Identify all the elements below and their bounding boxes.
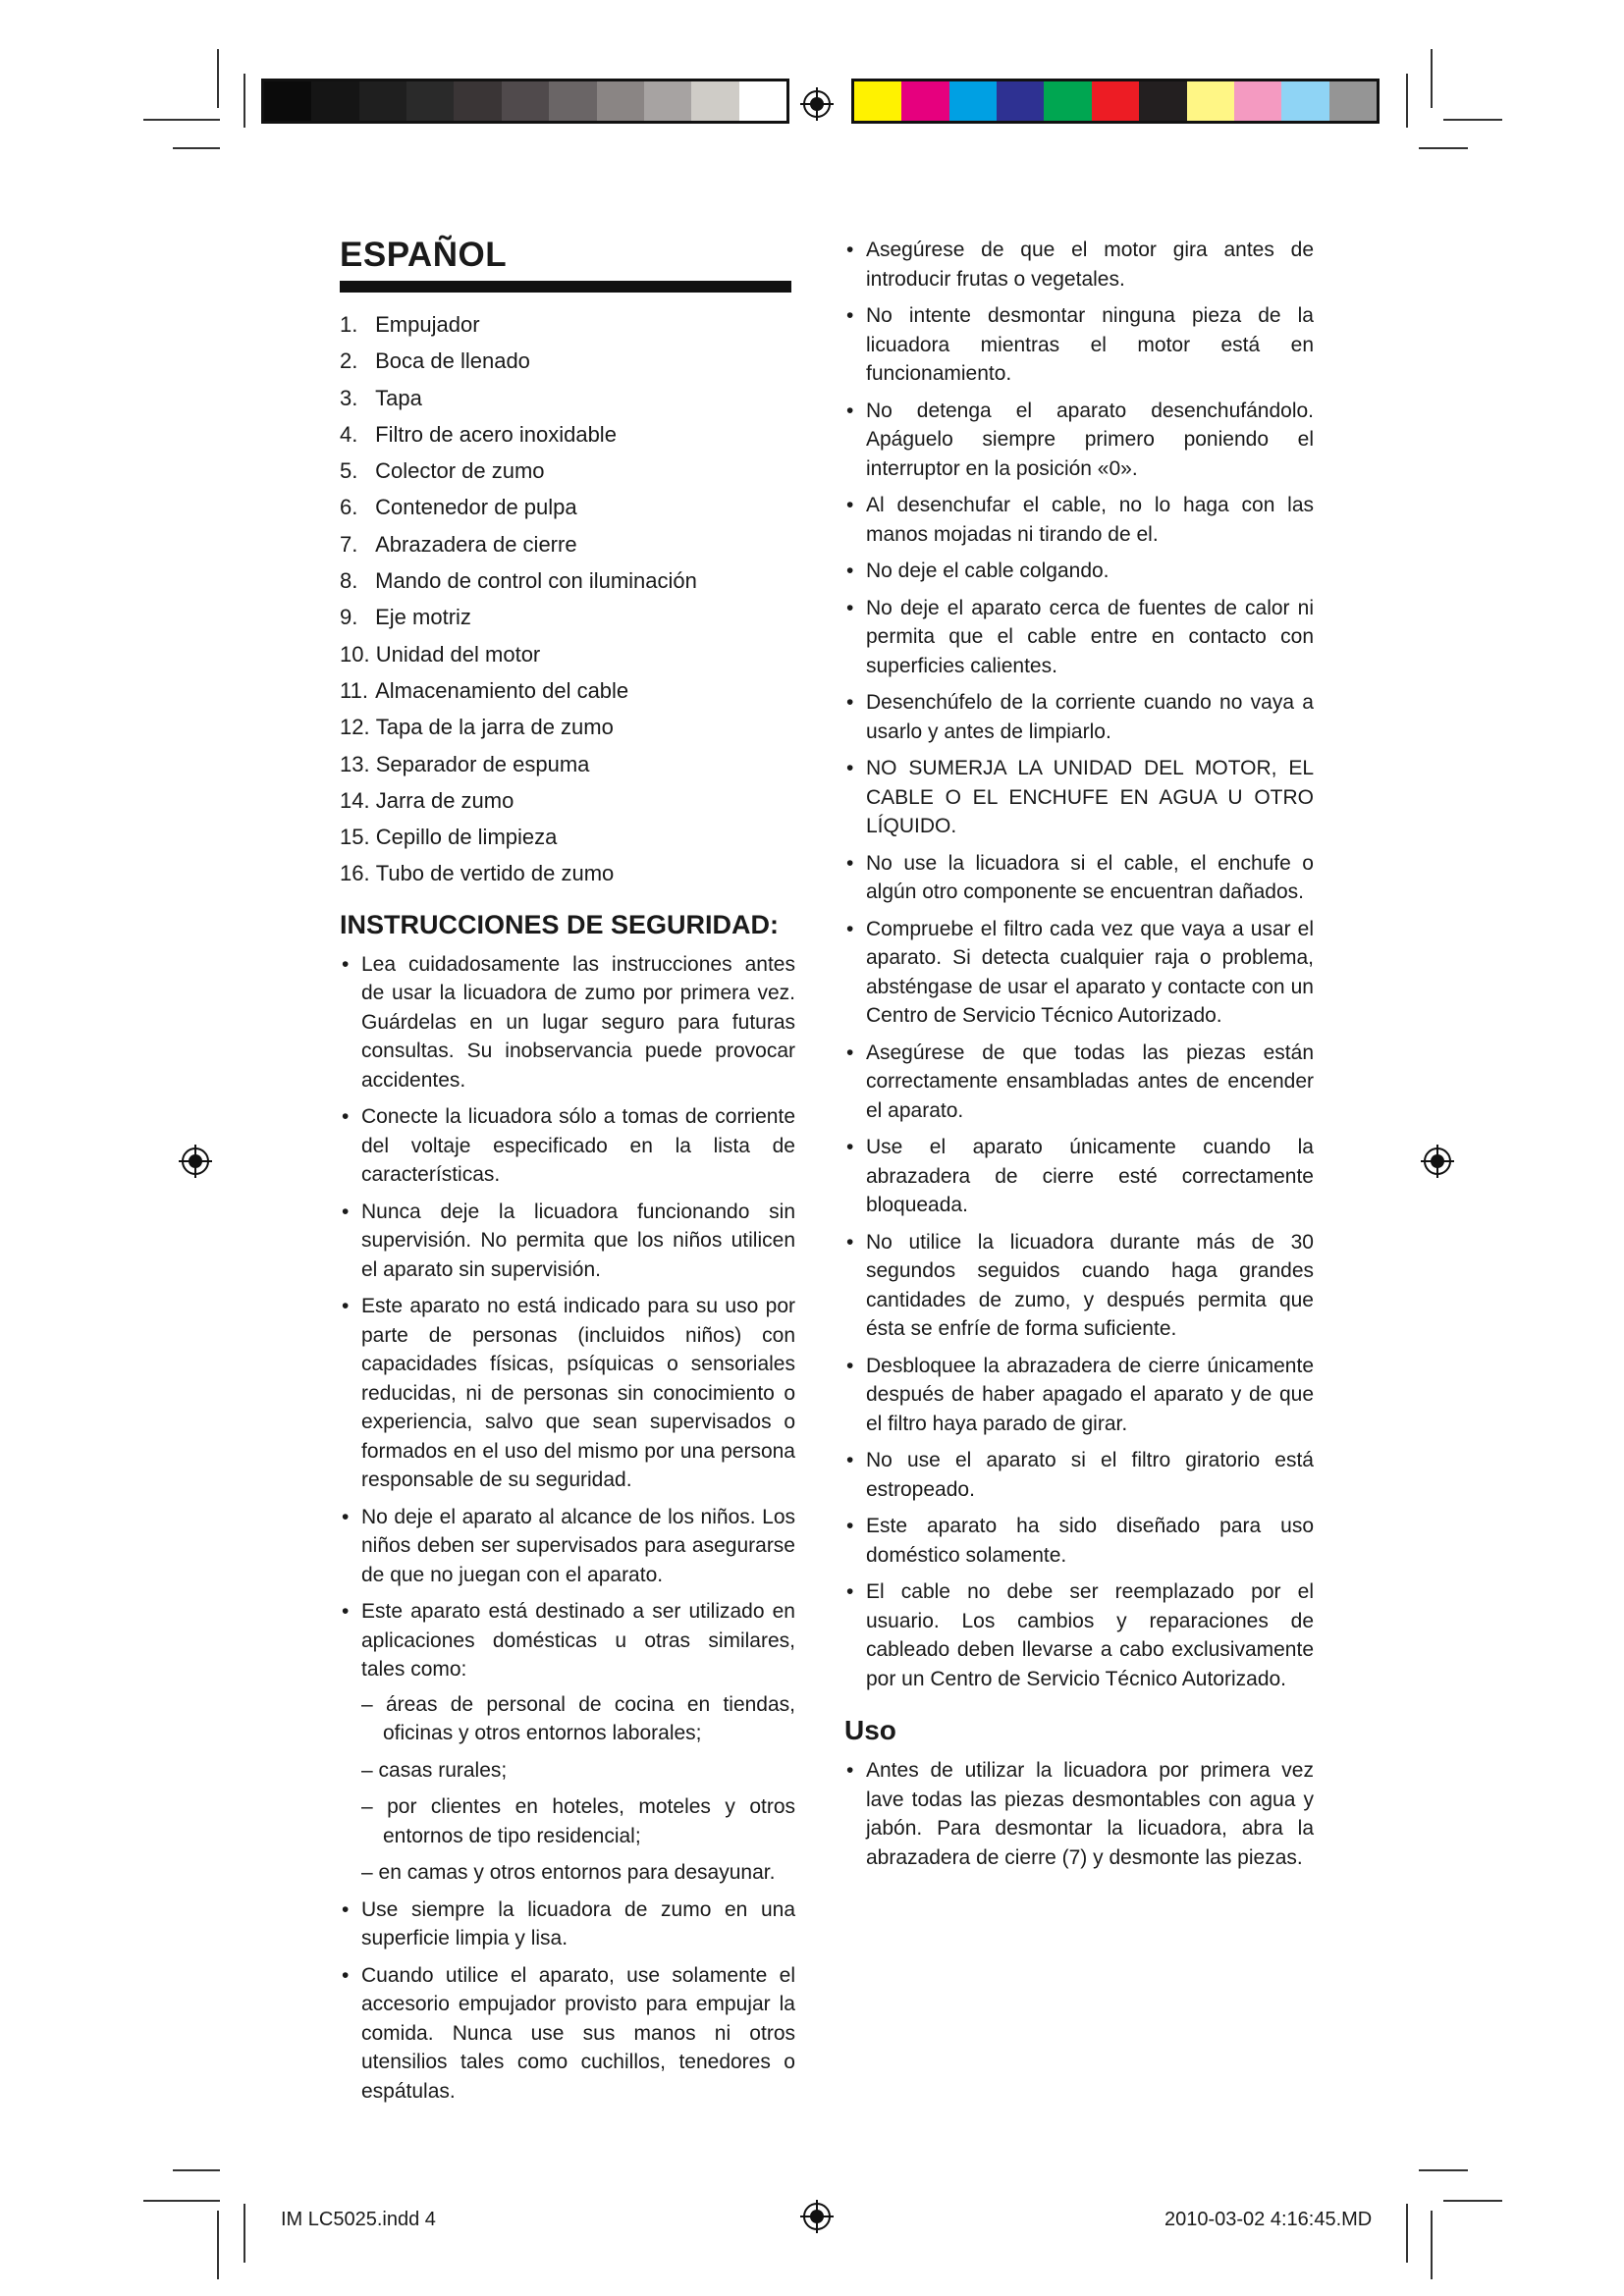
list-item: • Desenchúfelo de la corriente cuando no vaya a usarlo y antes de limpiarlo. xyxy=(844,688,1314,746)
color-swatch xyxy=(739,81,786,121)
part-item xyxy=(340,782,795,819)
color-swatch xyxy=(454,81,501,121)
list-item: • Nunca deje la licuadora funcionando sin supervisión. No permita que los niños utilicen el aparato sin supervisión. xyxy=(340,1198,795,1285)
color-swatch xyxy=(549,81,596,121)
list-item xyxy=(340,1597,795,1888)
crop-mark xyxy=(1443,119,1502,121)
list-item: – casas rurales; xyxy=(361,1758,508,1782)
list-item: • No utilice la licuadora durante más de 30 segundos seguidos cuando haga grandes cantidades de zumo, y después permita que ésta se enfríe de forma suficiente. xyxy=(844,1228,1314,1344)
color-swatch xyxy=(644,81,691,121)
part-label: Eje motriz xyxy=(375,605,471,630)
color-swatch xyxy=(1187,81,1234,121)
color-swatch xyxy=(1092,81,1139,121)
list-item: – por clientes en hoteles, moteles y otros entornos de tipo residencial; xyxy=(361,1795,795,1847)
color-swatch xyxy=(854,81,901,121)
crop-mark xyxy=(143,2200,220,2202)
part-label: Boca de llenado xyxy=(375,348,530,374)
list-item: • Asegúrese de que todas las piezas están correctamente ensambladas antes de encender el aparato. xyxy=(844,1039,1314,1126)
part-number: 3. xyxy=(340,385,358,410)
parts-list xyxy=(340,306,795,892)
grayscale-color-bar xyxy=(261,79,789,124)
part-item xyxy=(340,709,795,745)
part-item xyxy=(340,380,795,416)
list-item: • No use la licuadora si el cable, el enchufe o algún otro componente se encuentran dañados. xyxy=(844,849,1314,907)
list-item: • No deje el aparato al alcance de los niños. Los niños deben ser supervisados para asegurarse de que no juegan con el aparato. xyxy=(340,1503,795,1590)
list-item: – en camas y otros entornos para desayunar. xyxy=(361,1861,776,1885)
crop-mark xyxy=(1406,74,1408,128)
list-item: • Este aparato no está indicado para su uso por parte de personas (incluidos niños) con capacidades físicas, psíquicas o sensoriales reducidas, ni de personas sin conocimiento o experiencia, salvo que sean supervisados o formados en el uso del mismo por una persona responsable de su seguridad. xyxy=(340,1292,795,1495)
list-item: • Asegúrese de que el motor gira antes de introducir frutas o vegetales. xyxy=(844,236,1314,294)
color-swatch xyxy=(359,81,406,121)
list-item: • No deje el cable colgando. xyxy=(844,557,1314,586)
part-label: Contenedor de pulpa xyxy=(375,495,577,520)
crop-mark xyxy=(244,74,245,128)
footer-filename: IM LC5025.indd 4 xyxy=(281,2209,436,2230)
list-item: • Use siempre la licuadora de zumo en una superficie limpia y lisa. xyxy=(340,1896,795,1953)
page-title: ESPAÑOL xyxy=(340,236,508,274)
part-number: 13. xyxy=(340,751,370,776)
list-item: • Compruebe el filtro cada vez que vaya a usar el aparato. Si detecta cualquier raja o problema, absténgase de usar el aparato y contacte con un Centro de Servicio Técnico Autorizado. xyxy=(844,915,1314,1031)
part-number: 9. xyxy=(340,605,358,630)
part-item xyxy=(340,416,795,453)
list-item: • Use el aparato únicamente cuando la abrazadera de cierre esté correctamente bloqueada. xyxy=(844,1133,1314,1220)
list-item: • NO SUMERJA LA UNIDAD DEL MOTOR, EL CABLE O EL ENCHUFE EN AGUA U OTRO LÍQUIDO. xyxy=(844,754,1314,841)
part-number: 14. xyxy=(340,787,370,813)
part-label: Almacenamiento del cable xyxy=(375,677,629,703)
registration-mark-icon xyxy=(800,87,834,121)
uso-list xyxy=(844,1756,1314,1872)
crop-mark xyxy=(244,2204,245,2263)
list-item: • Cuando utilice el aparato, use solamente el accesorio empujador provisto para empujar la comida. Nunca use sus manos ni otros utensilios tales como cuchillos, tenedores o espátulas. xyxy=(340,1961,795,2107)
part-number: 2. xyxy=(340,348,358,374)
part-item xyxy=(340,489,795,525)
uso-heading: Uso xyxy=(844,1715,896,1745)
safety-list-left xyxy=(340,950,795,1590)
process-color-bar xyxy=(851,79,1380,124)
part-number: 8. xyxy=(340,568,358,594)
part-number: 15. xyxy=(340,825,370,850)
list-item: • Desbloquee la abrazadera de cierre únicamente después de haber apagado el aparato y de que el filtro haya parado de girar. xyxy=(844,1352,1314,1439)
title-underline xyxy=(340,281,791,293)
part-item xyxy=(340,306,795,343)
color-swatch xyxy=(502,81,549,121)
registration-mark-icon xyxy=(800,2200,834,2233)
part-label: Empujador xyxy=(375,312,480,337)
part-number: 6. xyxy=(340,495,358,520)
color-swatch xyxy=(1044,81,1091,121)
safety-list-right xyxy=(844,236,1314,1693)
crop-mark xyxy=(217,2211,219,2279)
color-swatch xyxy=(1281,81,1328,121)
list-item: • Lea cuidadosamente las instrucciones antes de usar la licuadora de zumo por primera vez. Guárdelas en un lugar seguro para futuras consultas. Su inobservancia puede provocar accidentes. xyxy=(340,950,795,1095)
crop-mark xyxy=(1406,2204,1408,2263)
color-swatch xyxy=(597,81,644,121)
part-number: 11. xyxy=(340,677,368,703)
part-label: Jarra de zumo xyxy=(375,787,514,813)
part-item xyxy=(340,746,795,782)
part-item xyxy=(340,343,795,379)
domestic-intro: Este aparato está destinado a ser utilizado en aplicaciones domésticas u otras similares, tales como: xyxy=(361,1600,795,1682)
part-label: Tapa de la jarra de zumo xyxy=(375,715,614,740)
crop-mark xyxy=(1419,2169,1468,2171)
part-item xyxy=(340,526,795,562)
crop-mark xyxy=(143,119,220,121)
list-item: • Este aparato ha sido diseñado para uso doméstico solamente. xyxy=(844,1512,1314,1570)
color-swatch xyxy=(1329,81,1377,121)
crop-mark xyxy=(1443,2200,1502,2202)
crop-mark xyxy=(1431,49,1433,108)
part-item xyxy=(340,636,795,672)
domestic-use-list xyxy=(340,1597,795,1888)
color-swatch xyxy=(997,81,1044,121)
list-item: • El cable no debe ser reemplazado por el usuario. Los cambios y reparaciones de cableado deben llevarse a cabo exclusivamente por un Centro de Servicio Técnico Autorizado. xyxy=(844,1577,1314,1693)
color-swatch xyxy=(264,81,311,121)
part-item xyxy=(340,855,795,891)
part-item xyxy=(340,819,795,855)
list-item: • Conecte la licuadora sólo a tomas de corriente del voltaje especificado en la lista de características. xyxy=(340,1102,795,1190)
part-number: 12. xyxy=(340,715,370,740)
list-item: • No use el aparato si el filtro giratorio está estropeado. xyxy=(844,1446,1314,1504)
part-label: Separador de espuma xyxy=(375,751,590,776)
crop-mark xyxy=(217,49,219,108)
list-item: • No detenga el aparato desenchufándolo. Apáguelo siempre primero poniendo el interruptor en la posición «0». xyxy=(844,397,1314,484)
color-swatch xyxy=(406,81,454,121)
crop-mark xyxy=(173,147,220,149)
footer-timestamp: 2010-03-02 4:16:45.MD xyxy=(1164,2209,1373,2230)
crop-mark xyxy=(1431,2211,1433,2279)
color-swatch xyxy=(949,81,997,121)
safety-heading: INSTRUCCIONES DE SEGURIDAD: xyxy=(340,909,780,939)
color-swatch xyxy=(691,81,738,121)
color-swatch xyxy=(1234,81,1281,121)
part-label: Tubo de vertido de zumo xyxy=(375,861,615,886)
right-column xyxy=(844,236,1314,1880)
color-swatch xyxy=(311,81,358,121)
part-label: Tapa xyxy=(375,385,422,410)
part-label: Mando de control con iluminación xyxy=(375,568,697,594)
list-item: • Al desenchufar el cable, no lo haga con las manos mojadas ni tirando de el. xyxy=(844,491,1314,549)
left-column xyxy=(340,236,795,2113)
list-item: – áreas de personal de cocina en tiendas, oficinas y otros entornos laborales; xyxy=(361,1692,795,1745)
part-number: 7. xyxy=(340,531,358,557)
part-label: Unidad del motor xyxy=(375,641,541,667)
part-number: 4. xyxy=(340,421,358,447)
part-number: 10. xyxy=(340,641,370,667)
crop-mark xyxy=(173,2169,220,2171)
part-label: Cepillo de limpieza xyxy=(375,825,558,850)
part-label: Abrazadera de cierre xyxy=(375,531,577,557)
part-label: Filtro de acero inoxidable xyxy=(375,421,617,447)
part-item xyxy=(340,672,795,709)
part-item xyxy=(340,599,795,635)
part-item xyxy=(340,453,795,489)
safety-list-left-tail xyxy=(340,1896,795,2107)
registration-mark-icon xyxy=(179,1145,212,1178)
crop-mark xyxy=(1419,147,1468,149)
domestic-sublist xyxy=(361,1690,795,1888)
registration-mark-icon xyxy=(1421,1145,1454,1178)
color-swatch xyxy=(901,81,948,121)
list-item: • No deje el aparato cerca de fuentes de calor ni permita que el cable entre en contacto con superficies calientes. xyxy=(844,594,1314,681)
part-number: 5. xyxy=(340,458,358,484)
list-item: • Antes de utilizar la licuadora por primera vez lave todas las piezas desmontables con agua y jabón. Para desmontar la licuadora, abra la abrazadera de cierre (7) y desmonte las piezas. xyxy=(844,1756,1314,1872)
list-item: • No intente desmontar ninguna pieza de la licuadora mientras el motor está en funcionamiento. xyxy=(844,301,1314,389)
part-number: 1. xyxy=(340,312,358,337)
color-swatch xyxy=(1139,81,1186,121)
part-label: Colector de zumo xyxy=(375,458,545,484)
part-item xyxy=(340,562,795,599)
part-number: 16. xyxy=(340,861,370,886)
